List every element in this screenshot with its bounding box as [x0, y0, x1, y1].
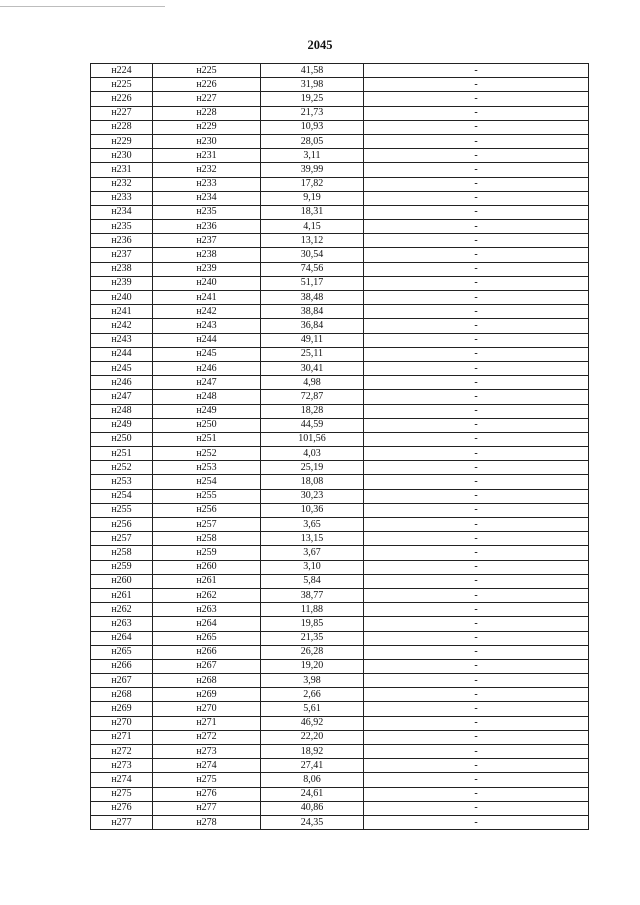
table-row	[91, 234, 589, 248]
point-to-cell: н274	[153, 759, 261, 773]
length-cell: 3,11	[261, 149, 364, 163]
point-from-cell: н262	[91, 603, 153, 617]
point-to-cell: н259	[153, 546, 261, 560]
point-from-cell: н237	[91, 248, 153, 262]
scan-edge-line	[0, 6, 165, 7]
length-cell: 3,67	[261, 546, 364, 560]
length-cell: 74,56	[261, 262, 364, 276]
point-to-cell: н229	[153, 120, 261, 134]
point-from-cell: н229	[91, 134, 153, 148]
note-cell: -	[364, 730, 589, 744]
note-cell: -	[364, 674, 589, 688]
table-row	[91, 106, 589, 120]
point-from-cell: н263	[91, 617, 153, 631]
table-row	[91, 220, 589, 234]
point-from-cell: н249	[91, 418, 153, 432]
point-from-cell: н228	[91, 120, 153, 134]
note-cell: -	[364, 432, 589, 446]
table-row	[91, 603, 589, 617]
point-to-cell: н264	[153, 617, 261, 631]
length-cell: 30,54	[261, 248, 364, 262]
point-to-cell: н225	[153, 64, 261, 78]
point-from-cell: н268	[91, 688, 153, 702]
point-from-cell: н227	[91, 106, 153, 120]
length-cell: 18,92	[261, 745, 364, 759]
point-to-cell: н244	[153, 333, 261, 347]
point-to-cell: н267	[153, 659, 261, 673]
point-to-cell: н273	[153, 745, 261, 759]
point-from-cell: н245	[91, 361, 153, 375]
point-from-cell: н226	[91, 92, 153, 106]
note-cell: -	[364, 532, 589, 546]
table-row	[91, 404, 589, 418]
note-cell: -	[364, 376, 589, 390]
point-to-cell: н228	[153, 106, 261, 120]
table-row	[91, 276, 589, 290]
length-cell: 24,61	[261, 787, 364, 801]
length-cell: 44,59	[261, 418, 364, 432]
table-row	[91, 177, 589, 191]
length-cell: 8,06	[261, 773, 364, 787]
table-row	[91, 319, 589, 333]
point-from-cell: н257	[91, 532, 153, 546]
table-row	[91, 688, 589, 702]
page-number: 2045	[307, 38, 333, 52]
table-row	[91, 588, 589, 602]
note-cell: -	[364, 702, 589, 716]
point-to-cell: н241	[153, 291, 261, 305]
table-row	[91, 659, 589, 673]
table-row	[91, 745, 589, 759]
point-to-cell: н246	[153, 361, 261, 375]
point-from-cell: н273	[91, 759, 153, 773]
point-to-cell: н233	[153, 177, 261, 191]
note-cell: -	[364, 688, 589, 702]
table-row	[91, 787, 589, 801]
table-row	[91, 92, 589, 106]
length-cell: 41,58	[261, 64, 364, 78]
note-cell: -	[364, 447, 589, 461]
point-from-cell: н252	[91, 461, 153, 475]
point-to-cell: н250	[153, 418, 261, 432]
point-from-cell: н236	[91, 234, 153, 248]
table-row	[91, 205, 589, 219]
note-cell: -	[364, 815, 589, 829]
length-cell: 49,11	[261, 333, 364, 347]
point-to-cell: н257	[153, 518, 261, 532]
note-cell: -	[364, 262, 589, 276]
note-cell: -	[364, 106, 589, 120]
length-cell: 101,56	[261, 432, 364, 446]
boundary-points-table	[90, 63, 589, 830]
point-to-cell: н256	[153, 503, 261, 517]
note-cell: -	[364, 631, 589, 645]
note-cell: -	[364, 475, 589, 489]
point-from-cell: н232	[91, 177, 153, 191]
table-row	[91, 631, 589, 645]
point-to-cell: н237	[153, 234, 261, 248]
note-cell: -	[364, 645, 589, 659]
table-row	[91, 730, 589, 744]
length-cell: 10,36	[261, 503, 364, 517]
table-row	[91, 333, 589, 347]
length-cell: 25,11	[261, 347, 364, 361]
point-from-cell: н266	[91, 659, 153, 673]
length-cell: 31,98	[261, 78, 364, 92]
note-cell: -	[364, 404, 589, 418]
table-row	[91, 560, 589, 574]
note-cell: -	[364, 276, 589, 290]
note-cell: -	[364, 191, 589, 205]
point-to-cell: н258	[153, 532, 261, 546]
point-from-cell: н260	[91, 574, 153, 588]
length-cell: 13,12	[261, 234, 364, 248]
table-row	[91, 248, 589, 262]
length-cell: 30,23	[261, 489, 364, 503]
note-cell: -	[364, 390, 589, 404]
point-from-cell: н254	[91, 489, 153, 503]
point-to-cell: н235	[153, 205, 261, 219]
table-row	[91, 815, 589, 829]
point-to-cell: н278	[153, 815, 261, 829]
point-to-cell: н254	[153, 475, 261, 489]
table-row	[91, 532, 589, 546]
point-from-cell: н225	[91, 78, 153, 92]
length-cell: 18,31	[261, 205, 364, 219]
table-row	[91, 418, 589, 432]
point-from-cell: н234	[91, 205, 153, 219]
note-cell: -	[364, 163, 589, 177]
note-cell: -	[364, 177, 589, 191]
table-row	[91, 134, 589, 148]
point-from-cell: н261	[91, 588, 153, 602]
point-to-cell: н276	[153, 787, 261, 801]
point-from-cell: н235	[91, 220, 153, 234]
point-from-cell: н264	[91, 631, 153, 645]
length-cell: 2,66	[261, 688, 364, 702]
point-from-cell: н251	[91, 447, 153, 461]
note-cell: -	[364, 418, 589, 432]
point-to-cell: н266	[153, 645, 261, 659]
table-row	[91, 617, 589, 631]
length-cell: 4,98	[261, 376, 364, 390]
point-from-cell: н242	[91, 319, 153, 333]
point-from-cell: н243	[91, 333, 153, 347]
note-cell: -	[364, 333, 589, 347]
note-cell: -	[364, 617, 589, 631]
note-cell: -	[364, 560, 589, 574]
point-from-cell: н233	[91, 191, 153, 205]
note-cell: -	[364, 787, 589, 801]
point-from-cell: н259	[91, 560, 153, 574]
note-cell: -	[364, 773, 589, 787]
point-from-cell: н240	[91, 291, 153, 305]
length-cell: 5,61	[261, 702, 364, 716]
table-row	[91, 461, 589, 475]
length-cell: 39,99	[261, 163, 364, 177]
point-to-cell: н277	[153, 801, 261, 815]
length-cell: 21,35	[261, 631, 364, 645]
note-cell: -	[364, 518, 589, 532]
point-from-cell: н244	[91, 347, 153, 361]
point-from-cell: н241	[91, 305, 153, 319]
point-from-cell: н274	[91, 773, 153, 787]
length-cell: 38,77	[261, 588, 364, 602]
length-cell: 25,19	[261, 461, 364, 475]
note-cell: -	[364, 347, 589, 361]
table-row	[91, 546, 589, 560]
note-cell: -	[364, 546, 589, 560]
table-row	[91, 347, 589, 361]
note-cell: -	[364, 248, 589, 262]
note-cell: -	[364, 745, 589, 759]
table-row	[91, 163, 589, 177]
length-cell: 24,35	[261, 815, 364, 829]
point-from-cell: н269	[91, 702, 153, 716]
table-row	[91, 64, 589, 78]
point-to-cell: н252	[153, 447, 261, 461]
point-from-cell: н256	[91, 518, 153, 532]
table-body	[91, 64, 589, 830]
table-row	[91, 191, 589, 205]
table-row	[91, 432, 589, 446]
point-from-cell: н272	[91, 745, 153, 759]
table-row	[91, 674, 589, 688]
note-cell: -	[364, 64, 589, 78]
table-row	[91, 376, 589, 390]
length-cell: 18,08	[261, 475, 364, 489]
note-cell: -	[364, 588, 589, 602]
table-row	[91, 447, 589, 461]
length-cell: 3,65	[261, 518, 364, 532]
point-from-cell: н275	[91, 787, 153, 801]
note-cell: -	[364, 234, 589, 248]
length-cell: 72,87	[261, 390, 364, 404]
point-to-cell: н271	[153, 716, 261, 730]
point-from-cell: н265	[91, 645, 153, 659]
point-from-cell: н230	[91, 149, 153, 163]
table-row	[91, 702, 589, 716]
point-to-cell: н240	[153, 276, 261, 290]
point-to-cell: н226	[153, 78, 261, 92]
note-cell: -	[364, 759, 589, 773]
point-to-cell: н247	[153, 376, 261, 390]
table-row	[91, 149, 589, 163]
table-row	[91, 773, 589, 787]
point-from-cell: н270	[91, 716, 153, 730]
point-from-cell: н276	[91, 801, 153, 815]
length-cell: 5,84	[261, 574, 364, 588]
table-row	[91, 390, 589, 404]
point-to-cell: н262	[153, 588, 261, 602]
length-cell: 19,85	[261, 617, 364, 631]
table-row	[91, 759, 589, 773]
table-row	[91, 291, 589, 305]
length-cell: 46,92	[261, 716, 364, 730]
point-from-cell: н239	[91, 276, 153, 290]
length-cell: 22,20	[261, 730, 364, 744]
table-row	[91, 489, 589, 503]
point-to-cell: н249	[153, 404, 261, 418]
point-from-cell: н255	[91, 503, 153, 517]
length-cell: 38,84	[261, 305, 364, 319]
point-to-cell: н272	[153, 730, 261, 744]
point-from-cell: н247	[91, 390, 153, 404]
length-cell: 19,25	[261, 92, 364, 106]
point-to-cell: н236	[153, 220, 261, 234]
length-cell: 27,41	[261, 759, 364, 773]
length-cell: 11,88	[261, 603, 364, 617]
length-cell: 38,48	[261, 291, 364, 305]
length-cell: 4,15	[261, 220, 364, 234]
point-to-cell: н238	[153, 248, 261, 262]
point-to-cell: н270	[153, 702, 261, 716]
note-cell: -	[364, 92, 589, 106]
point-from-cell: н248	[91, 404, 153, 418]
length-cell: 4,03	[261, 447, 364, 461]
length-cell: 18,28	[261, 404, 364, 418]
length-cell: 51,17	[261, 276, 364, 290]
length-cell: 30,41	[261, 361, 364, 375]
length-cell: 13,15	[261, 532, 364, 546]
note-cell: -	[364, 659, 589, 673]
table-row	[91, 305, 589, 319]
length-cell: 26,28	[261, 645, 364, 659]
length-cell: 40,86	[261, 801, 364, 815]
note-cell: -	[364, 801, 589, 815]
point-from-cell: н253	[91, 475, 153, 489]
length-cell: 19,20	[261, 659, 364, 673]
length-cell: 28,05	[261, 134, 364, 148]
note-cell: -	[364, 574, 589, 588]
length-cell: 10,93	[261, 120, 364, 134]
point-to-cell: н269	[153, 688, 261, 702]
point-to-cell: н232	[153, 163, 261, 177]
point-to-cell: н245	[153, 347, 261, 361]
note-cell: -	[364, 305, 589, 319]
note-cell: -	[364, 489, 589, 503]
point-to-cell: н231	[153, 149, 261, 163]
point-to-cell: н268	[153, 674, 261, 688]
point-to-cell: н261	[153, 574, 261, 588]
table-row	[91, 503, 589, 517]
note-cell: -	[364, 503, 589, 517]
point-from-cell: н224	[91, 64, 153, 78]
point-to-cell: н242	[153, 305, 261, 319]
point-to-cell: н248	[153, 390, 261, 404]
table-row	[91, 361, 589, 375]
table-row	[91, 801, 589, 815]
point-to-cell: н255	[153, 489, 261, 503]
point-to-cell: н234	[153, 191, 261, 205]
point-to-cell: н239	[153, 262, 261, 276]
note-cell: -	[364, 461, 589, 475]
table-row	[91, 518, 589, 532]
note-cell: -	[364, 120, 589, 134]
point-to-cell: н230	[153, 134, 261, 148]
length-cell: 36,84	[261, 319, 364, 333]
point-to-cell: н251	[153, 432, 261, 446]
point-to-cell: н260	[153, 560, 261, 574]
note-cell: -	[364, 361, 589, 375]
point-from-cell: н258	[91, 546, 153, 560]
table-row	[91, 475, 589, 489]
point-from-cell: н238	[91, 262, 153, 276]
note-cell: -	[364, 319, 589, 333]
note-cell: -	[364, 205, 589, 219]
point-from-cell: н231	[91, 163, 153, 177]
note-cell: -	[364, 291, 589, 305]
point-from-cell: н277	[91, 815, 153, 829]
note-cell: -	[364, 220, 589, 234]
point-from-cell: н267	[91, 674, 153, 688]
note-cell: -	[364, 716, 589, 730]
point-to-cell: н227	[153, 92, 261, 106]
note-cell: -	[364, 134, 589, 148]
point-to-cell: н243	[153, 319, 261, 333]
length-cell: 17,82	[261, 177, 364, 191]
note-cell: -	[364, 78, 589, 92]
point-from-cell: н271	[91, 730, 153, 744]
length-cell: 3,10	[261, 560, 364, 574]
table-row	[91, 262, 589, 276]
point-to-cell: н275	[153, 773, 261, 787]
table-row	[91, 574, 589, 588]
length-cell: 21,73	[261, 106, 364, 120]
point-from-cell: н246	[91, 376, 153, 390]
table-row	[91, 120, 589, 134]
point-from-cell: н250	[91, 432, 153, 446]
table-row	[91, 645, 589, 659]
note-cell: -	[364, 603, 589, 617]
note-cell: -	[364, 149, 589, 163]
length-cell: 9,19	[261, 191, 364, 205]
length-cell: 3,98	[261, 674, 364, 688]
table-row	[91, 716, 589, 730]
table-row	[91, 78, 589, 92]
point-to-cell: н253	[153, 461, 261, 475]
point-to-cell: н265	[153, 631, 261, 645]
point-to-cell: н263	[153, 603, 261, 617]
